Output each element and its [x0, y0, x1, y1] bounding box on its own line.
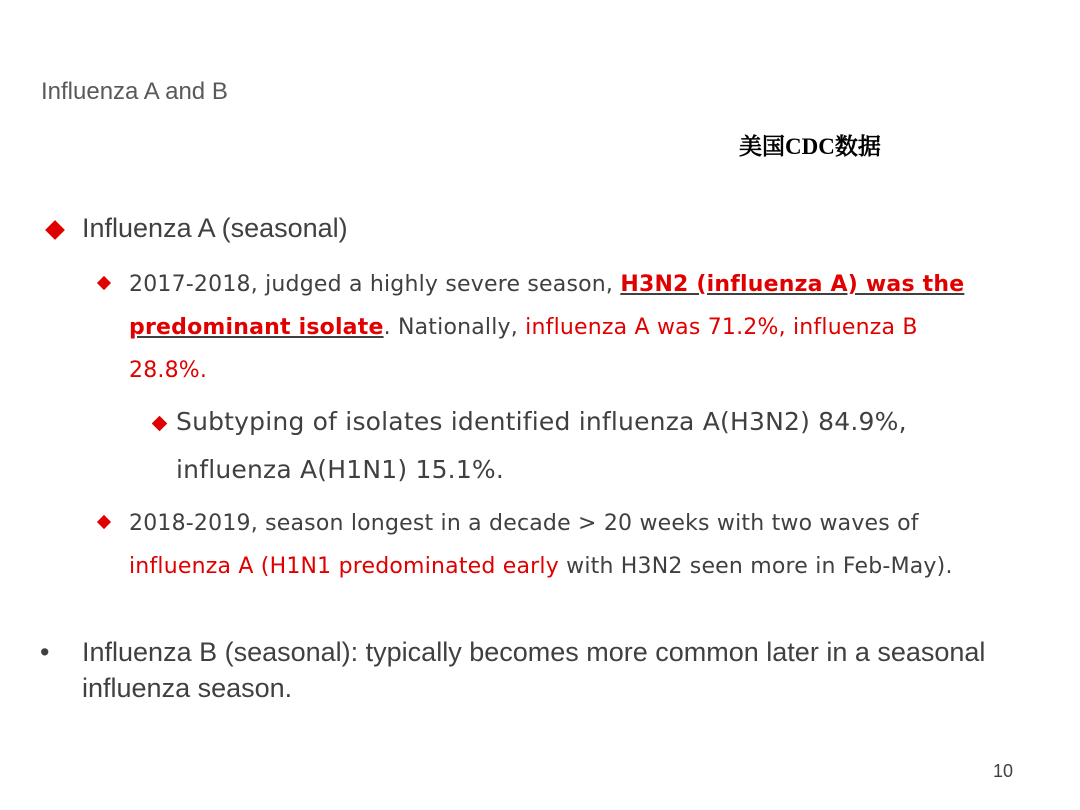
- text-2018-intro: 2018-2019, season longest in a decade > 20 weeks with two waves of: [129, 511, 919, 536]
- subtyping-line-1: Subtyping of isolates identified influenza A(H3N2) 84.9%,: [176, 407, 907, 436]
- sub-sub-bullet-subtyping-text: [176, 398, 992, 494]
- sub-bullet-2017-2018: [97, 263, 967, 392]
- source-label: 美国CDC数据: [739, 134, 881, 159]
- red-diamond-bullet-icon: [97, 276, 111, 290]
- sub-bullet-2018-2019: [97, 502, 967, 588]
- bullet-dot-icon: •: [40, 637, 50, 667]
- text-h3n2-feb-may: with H3N2 seen more in Feb-May).: [558, 554, 953, 579]
- text-influenza-percentages: influenza A was 71.2%, influenza B 28.8%.: [129, 315, 918, 383]
- sub-bullet-2017-2018-text: [129, 263, 967, 392]
- red-diamond-bullet-icon: [45, 220, 65, 240]
- bullet-influenza-a-label: Influenza A (seasonal): [82, 213, 348, 243]
- text-h3n2-predominant: H3N2 (influenza A) was the predominant isolate: [129, 272, 965, 340]
- text-2017-intro: 2017-2018, judged a highly severe season,: [129, 272, 621, 297]
- subtyping-line-2: influenza A(H1N1) 15.1%.: [176, 455, 505, 484]
- page-number: 10: [993, 761, 1014, 781]
- slide-title: Influenza A and B: [41, 78, 228, 105]
- text-nationally: . Nationally,: [383, 315, 526, 340]
- red-diamond-bullet-icon: [152, 416, 168, 432]
- text-h1n1-predominated: influenza A (H1N1 predominated early: [129, 554, 559, 579]
- bullet-influenza-b: [40, 634, 1000, 706]
- sub-sub-bullet-subtyping: [152, 398, 992, 494]
- bullet-influenza-b-text: Influenza B (seasonal): typically becomes more common later in a seasonal influenza season.: [82, 637, 986, 703]
- red-diamond-bullet-icon: [97, 515, 111, 529]
- sub-bullet-2018-2019-text: [129, 502, 967, 588]
